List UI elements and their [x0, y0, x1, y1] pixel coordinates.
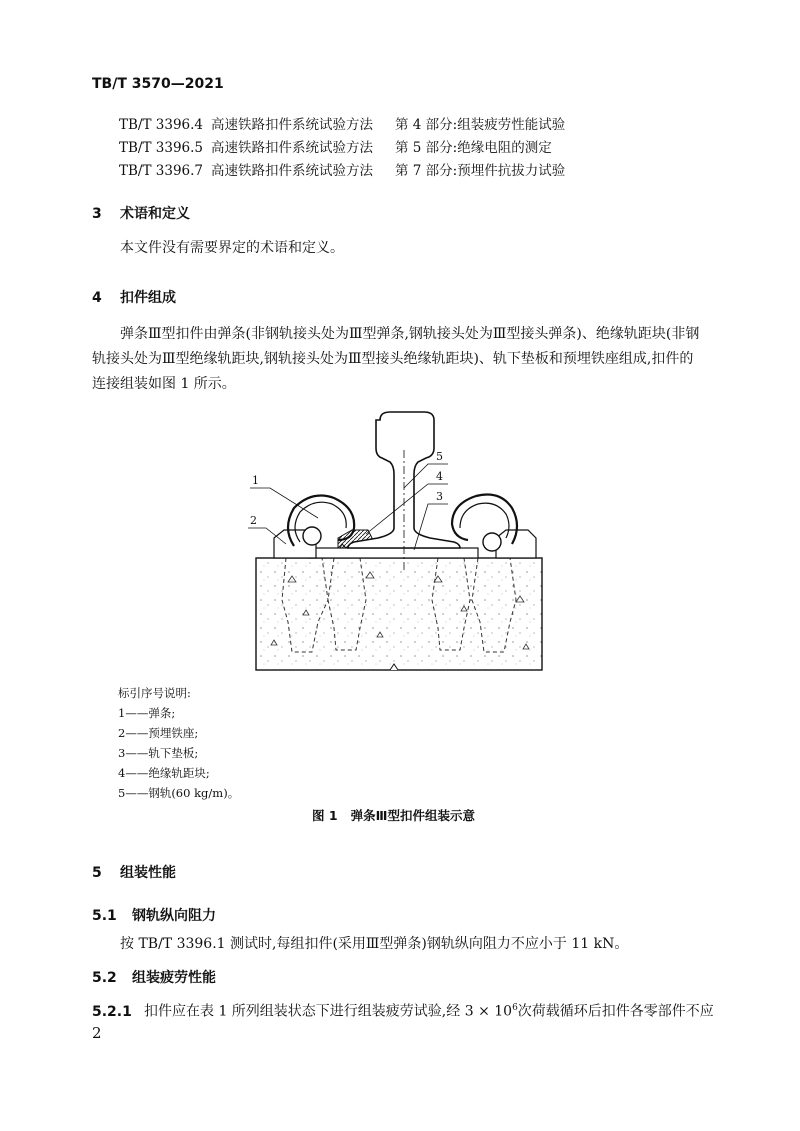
- section-title: 术语和定义: [120, 206, 190, 222]
- reference-part: 第 7 部分:预埋件抗拔力试验: [395, 163, 566, 179]
- section-5-1-text: 按 TB/T 3396.1 测试时,每组扣件(采用Ⅲ型弹条)钢轨纵向阻力不应小于 11 kN。: [120, 936, 629, 952]
- section-3-heading: [92, 203, 190, 223]
- section-number: 5: [92, 865, 102, 881]
- section-4-paragraph-line: 轨接头处为Ⅲ型绝缘轨距块,钢轨接头处为Ⅲ型接头绝缘轨距块)、轨下垫板和预埋铁座组成,扣件的: [92, 351, 694, 367]
- section-4-heading: [92, 287, 176, 307]
- section-3-text: 本文件没有需要界定的术语和定义。: [120, 240, 344, 256]
- sleeper-body: [256, 558, 542, 670]
- section-4-paragraph-line: 连接组装如图 1 所示。: [92, 376, 236, 392]
- section-title: 组装性能: [120, 865, 176, 881]
- reference-title: 高速铁路扣件系统试验方法: [211, 140, 373, 156]
- rail-pad: [308, 548, 478, 558]
- reference-part: 第 4 部分:组装疲劳性能试验: [395, 117, 566, 133]
- document-code-header: TB/T 3570—2021: [92, 76, 224, 92]
- callout-3: 3: [436, 490, 443, 503]
- section-5-1-heading: [92, 905, 216, 925]
- legend-item: 4——绝缘轨距块;: [118, 766, 210, 780]
- reference-code: TB/T 3396.5: [119, 140, 204, 156]
- left-clip-toe: [303, 527, 321, 545]
- section-number: 5.2: [92, 970, 117, 986]
- fastening-assembly-figure: [230, 400, 570, 680]
- section-title: 钢轨纵向阻力: [132, 908, 216, 924]
- section-number: 5.1: [92, 908, 117, 924]
- paragraph-text: 扣件应在表 1 所列组装状态下进行组装疲劳试验,经 3 × 10: [144, 1003, 513, 1020]
- legend-title: 标引序号说明:: [118, 686, 191, 700]
- section-5-2-heading: [92, 967, 216, 987]
- legend-item: 2——预埋铁座;: [118, 726, 199, 740]
- section-5-heading: [92, 862, 176, 882]
- legend-item: 1——弹条;: [118, 706, 176, 720]
- figure-caption: [312, 806, 475, 824]
- page-number: 2: [92, 1024, 102, 1042]
- section-number: 3: [92, 206, 102, 222]
- section-title: 组装疲劳性能: [132, 970, 216, 986]
- callout-2: 2: [250, 514, 257, 527]
- section-number: 5.2.1: [92, 1003, 132, 1020]
- section-4-paragraph-line: 弹条Ⅲ型扣件由弹条(非钢轨接头处为Ⅲ型弹条,钢轨接头处为Ⅲ型接头弹条)、绝缘轨距块(非钢: [120, 326, 700, 342]
- section-5-2-1-paragraph: [92, 996, 714, 1025]
- legend-item: 3——轨下垫板;: [118, 746, 199, 760]
- legend-item: 5——钢轨(60 kg/m)。: [118, 786, 240, 800]
- reference-item: [119, 159, 565, 179]
- paragraph-text: 次荷载循环后扣件各零部件不应: [517, 1003, 714, 1020]
- section-number: 4: [92, 290, 102, 306]
- reference-item: [119, 136, 552, 156]
- exponent: 6: [512, 1003, 518, 1013]
- reference-part: 第 5 部分:绝缘电阻的测定: [395, 140, 552, 156]
- figure-caption-text: 弹条Ⅲ型扣件组装示意: [350, 808, 475, 823]
- reference-title: 高速铁路扣件系统试验方法: [211, 117, 373, 133]
- rail: [348, 412, 460, 548]
- callout-5: 5: [436, 450, 443, 463]
- reference-title: 高速铁路扣件系统试验方法: [211, 163, 373, 179]
- right-clip-toe: [483, 533, 501, 551]
- section-title: 扣件组成: [120, 290, 176, 306]
- reference-code: TB/T 3396.4: [119, 117, 204, 133]
- figure-caption-number: 图 1: [312, 808, 338, 823]
- reference-code: TB/T 3396.7: [119, 163, 204, 179]
- callout-4: 4: [436, 470, 443, 483]
- reference-item: [119, 113, 565, 133]
- callout-1: 1: [252, 474, 259, 487]
